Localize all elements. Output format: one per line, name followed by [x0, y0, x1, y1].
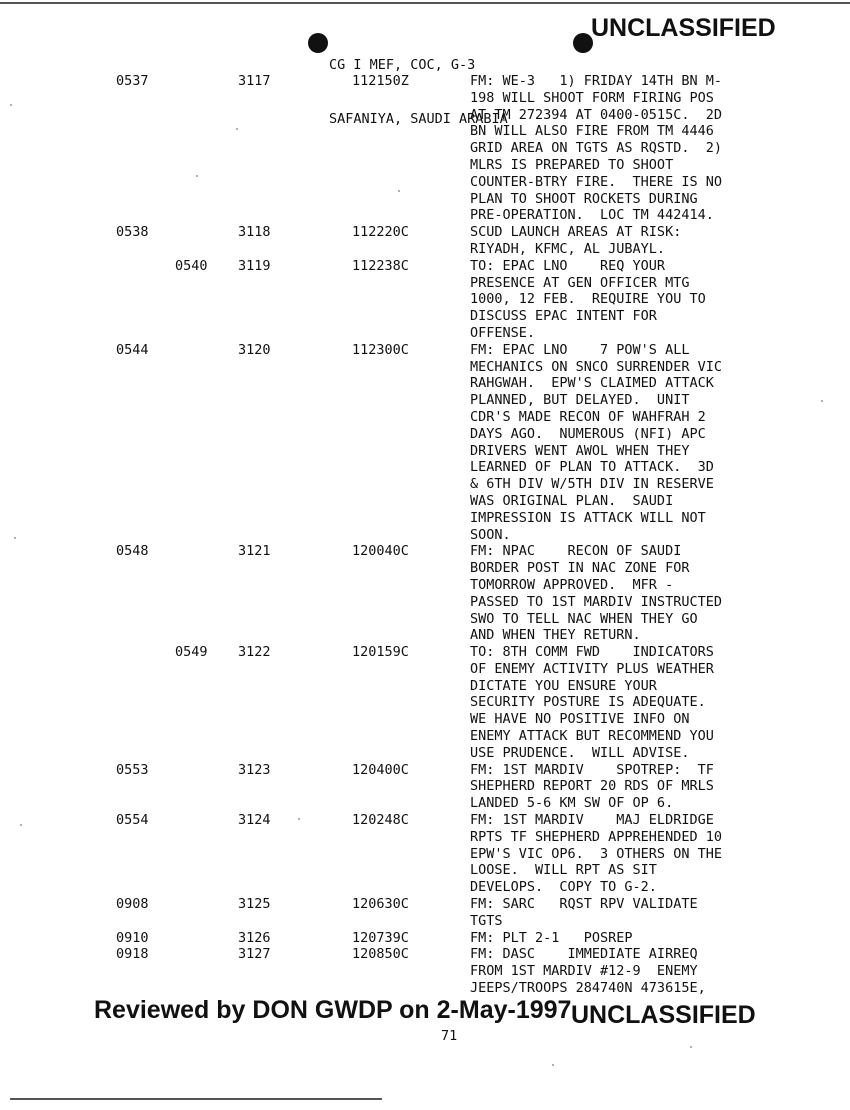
entry-text-line: OF ENEMY ACTIVITY PLUS WEATHER: [470, 660, 714, 677]
entry-dtg: 120040C: [352, 543, 409, 560]
entry-text-line: TO: EPAC LNO REQ YOUR: [470, 257, 666, 274]
entry-text-line: TGTS: [470, 912, 503, 929]
entry-id: 0918: [116, 946, 149, 963]
entry-dtg: 112220C: [352, 224, 409, 241]
entry-text-line: 198 WILL SHOOT FORM FIRING POS: [470, 89, 714, 106]
entry-text-line: EPW'S VIC OP6. 3 OTHERS ON THE: [470, 845, 722, 862]
entry-sequence: 3124: [238, 812, 271, 829]
entry-text-line: SWO TO TELL NAC WHEN THEY GO: [470, 610, 698, 627]
entry-text: [470, 258, 810, 342]
log-entry: [0, 930, 810, 947]
entry-sequence: 3118: [238, 224, 271, 241]
entry-id: 0910: [116, 929, 149, 946]
entry-text-line: TOMORROW APPROVED. MFR -: [470, 576, 674, 593]
entry-text-line: LEARNED OF PLAN TO ATTACK. 3D: [470, 459, 714, 476]
entry-id: 0540: [175, 257, 208, 274]
entry-text-line: MLRS IS PREPARED TO SHOOT: [470, 156, 674, 173]
entry-sequence: 3117: [238, 73, 271, 89]
scan-speck: [398, 190, 400, 192]
scan-speck: [20, 824, 22, 826]
entry-text-line: SOON.: [470, 526, 511, 543]
entry-sequence: 3125: [238, 896, 271, 913]
log-entry: [0, 896, 810, 930]
entry-text-line: DICTATE YOU ENSURE YOUR: [470, 677, 657, 694]
entry-text-line: FROM 1ST MARDIV #12-9 ENEMY: [470, 963, 698, 980]
entry-text-line: LANDED 5-6 KM SW OF OP 6.: [470, 795, 674, 812]
log-entry: [0, 812, 810, 896]
entry-text-line: JEEPS/TROOPS 284740N 473615E,: [470, 980, 706, 997]
entry-text: [470, 812, 810, 896]
review-stamp: Reviewed by DON GWDP on 2-May-1997: [94, 996, 572, 1024]
entry-text-line: FM: SARC RQST RPV VALIDATE: [470, 896, 698, 913]
log-entry: [0, 946, 810, 996]
entry-sequence: 3122: [238, 644, 271, 661]
entry-text-line: AT TM 272394 AT 0400-0515C. 2D: [470, 106, 722, 123]
entry-text-line: DAYS AGO. NUMEROUS (NFI) APC: [470, 425, 706, 442]
entry-id: 0538: [116, 224, 149, 241]
entry-text-line: FM: WE-3 1) FRIDAY 14TH BN M-: [470, 73, 722, 89]
entry-text-line: GRID AREA ON TGTS AS RQSTD. 2): [470, 140, 722, 157]
entry-text-line: DRIVERS WENT AWOL WHEN THEY: [470, 442, 690, 459]
entry-text-line: OFFENSE.: [470, 324, 536, 341]
header-line-2: SAFANIYA, SAUDI ARABIA: [329, 111, 508, 127]
scan-speck: [821, 400, 823, 402]
entry-text-line: FM: 1ST MARDIV SPOTREP: TF: [470, 761, 714, 778]
classification-stamp-top: UNCLASSIFIED: [591, 14, 776, 42]
entry-id: 0549: [175, 644, 208, 661]
scan-speck: [10, 104, 12, 106]
entry-text-line: TO: 8TH COMM FWD INDICATORS: [470, 644, 714, 661]
entry-text-line: 1000, 12 FEB. REQUIRE YOU TO: [470, 291, 706, 308]
entry-sequence: 3120: [238, 341, 271, 358]
entry-id: 0553: [116, 761, 149, 778]
scan-speck: [552, 1064, 554, 1066]
bottom-rule: [10, 1098, 382, 1100]
entry-sequence: 3126: [238, 929, 271, 946]
entry-text-line: ENEMY ATTACK BUT RECOMMEND YOU: [470, 728, 714, 745]
entry-id: 0554: [116, 812, 149, 829]
scan-speck: [196, 175, 198, 177]
entry-text-line: DISCUSS EPAC INTENT FOR: [470, 308, 657, 325]
entry-id: 0544: [116, 341, 149, 358]
entry-text-line: RPTS TF SHEPHERD APPREHENDED 10: [470, 828, 722, 845]
entry-sequence: 3123: [238, 761, 271, 778]
page-number: 71: [441, 1028, 458, 1044]
entry-text-line: USE PRUDENCE. WILL ADVISE.: [470, 744, 690, 761]
entry-text-line: SHEPHERD REPORT 20 RDS OF MRLS: [470, 778, 714, 795]
log-entry: [0, 73, 810, 224]
top-rule: [0, 2, 850, 4]
entry-text-line: & 6TH DIV W/5TH DIV IN RESERVE: [470, 476, 714, 493]
entry-text-line: PASSED TO 1ST MARDIV INSTRUCTED: [470, 593, 722, 610]
entry-text-line: SECURITY POSTURE IS ADEQUATE.: [470, 694, 706, 711]
entry-text-line: AND WHEN THEY RETURN.: [470, 627, 641, 644]
entry-id: 0908: [116, 896, 149, 913]
entry-text-line: LOOSE. WILL RPT AS SIT: [470, 862, 657, 879]
hole-punch-mark: [573, 33, 593, 53]
entry-dtg: 120400C: [352, 761, 409, 778]
log-entry: [0, 762, 810, 812]
entry-text: [470, 930, 810, 947]
entry-text-line: PLAN TO SHOOT ROCKETS DURING: [470, 190, 698, 207]
entry-dtg: 120630C: [352, 896, 409, 913]
entry-text-line: PRESENCE AT GEN OFFICER MTG: [470, 274, 690, 291]
classification-stamp-bottom: UNCLASSIFIED: [571, 1001, 756, 1029]
log-entry: [0, 258, 810, 342]
scan-speck: [298, 818, 300, 820]
entry-text-line: COUNTER-BTRY FIRE. THERE IS NO: [470, 173, 722, 190]
entry-text-line: FM: PLT 2-1 POSREP: [470, 929, 633, 946]
entry-dtg: 120850C: [352, 946, 409, 963]
entry-sequence: 3127: [238, 946, 271, 963]
log-entries: [0, 73, 810, 997]
entry-text: [470, 762, 810, 812]
entry-text-line: FM: EPAC LNO 7 POW'S ALL: [470, 341, 690, 358]
entry-text: [470, 73, 810, 224]
entry-dtg: 120248C: [352, 812, 409, 829]
entry-text-line: CDR'S MADE RECON OF WAHFRAH 2: [470, 408, 706, 425]
log-entry: [0, 224, 810, 258]
entry-text: [470, 224, 810, 258]
log-entry: [0, 342, 810, 544]
entry-text-line: WE HAVE NO POSITIVE INFO ON: [470, 711, 690, 728]
entry-text: [470, 543, 810, 644]
entry-text-line: SCUD LAUNCH AREAS AT RISK:: [470, 224, 682, 241]
entry-text-line: FM: 1ST MARDIV MAJ ELDRIDGE: [470, 812, 714, 829]
entry-text-line: FM: NPAC RECON OF SAUDI: [470, 543, 682, 560]
entry-text-line: RAHGWAH. EPW'S CLAIMED ATTACK: [470, 375, 714, 392]
entry-text-line: MECHANICS ON SNCO SURRENDER VIC: [470, 358, 722, 375]
entry-text-line: RIYADH, KFMC, AL JUBAYL.: [470, 240, 666, 257]
entry-text: [470, 946, 810, 996]
entry-text: [470, 644, 810, 762]
entry-text-line: PLANNED, BUT DELAYED. UNIT: [470, 392, 690, 409]
entry-text-line: WAS ORIGINAL PLAN. SAUDI: [470, 492, 674, 509]
entry-text-line: FM: DASC IMMEDIATE AIRREQ: [470, 946, 698, 963]
log-entry: [0, 543, 810, 644]
entry-text-line: BN WILL ALSO FIRE FROM TM 4446: [470, 123, 714, 140]
entry-dtg: 120159C: [352, 644, 409, 661]
entry-text-line: DEVELOPS. COPY TO G-2.: [470, 879, 657, 896]
entry-dtg: 112300C: [352, 341, 409, 358]
entry-dtg: 112150Z: [352, 73, 409, 89]
scan-speck: [14, 537, 16, 539]
hole-punch-mark: [308, 33, 328, 53]
entry-text-line: BORDER POST IN NAC ZONE FOR: [470, 560, 690, 577]
entry-sequence: 3119: [238, 257, 271, 274]
entry-text-line: PRE-OPERATION. LOC TM 442414.: [470, 207, 714, 224]
entry-dtg: 120739C: [352, 929, 409, 946]
entry-id: 0537: [116, 73, 149, 89]
scan-speck: [236, 128, 238, 130]
entry-text-line: IMPRESSION IS ATTACK WILL NOT: [470, 509, 706, 526]
header-line-1: CG I MEF, COC, G-3: [329, 57, 476, 73]
entry-dtg: 112238C: [352, 257, 409, 274]
entry-id: 0548: [116, 543, 149, 560]
entry-text: [470, 342, 810, 544]
entry-text: [470, 896, 810, 930]
log-entry: [0, 644, 810, 762]
entry-sequence: 3121: [238, 543, 271, 560]
scan-speck: [690, 1046, 692, 1048]
